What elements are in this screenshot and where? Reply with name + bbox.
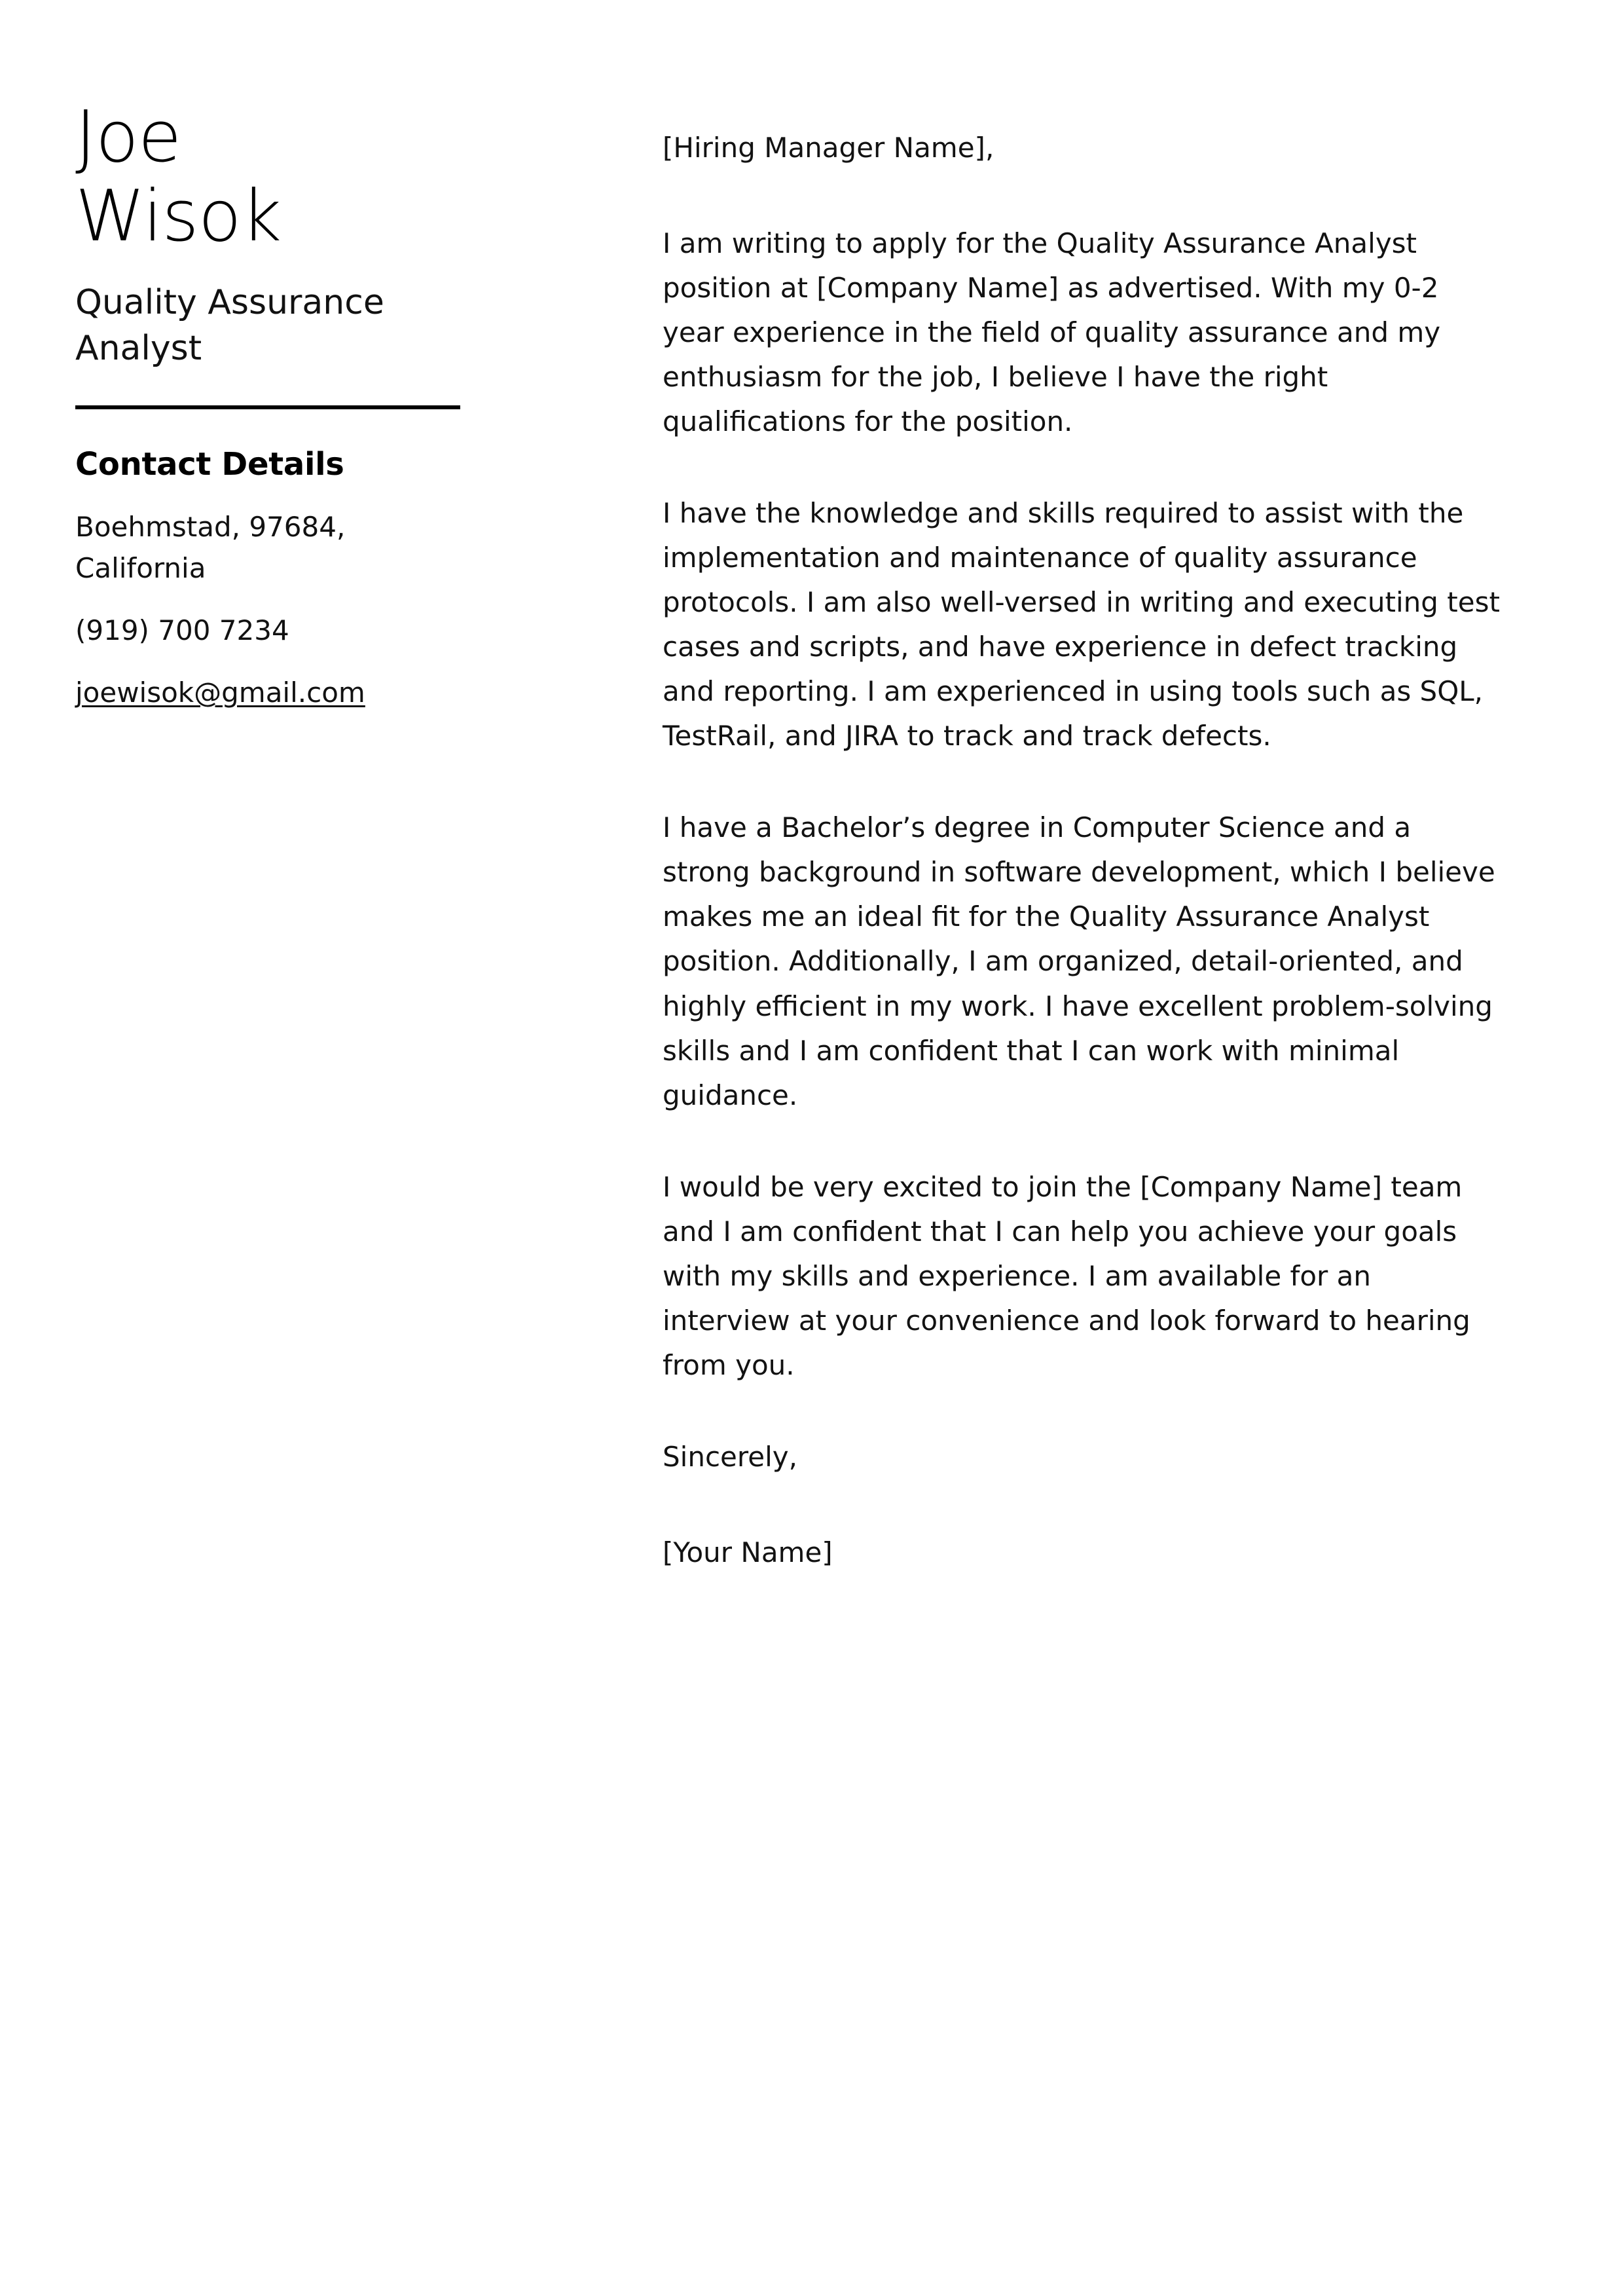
address-line-2: California — [75, 551, 206, 584]
job-title: Quality Assurance Analyst — [75, 282, 384, 368]
contact-address — [75, 506, 416, 589]
letter-signoff: Sincerely, — [663, 1440, 797, 1473]
contact-details-list — [75, 506, 494, 713]
letter-paragraph-4: I would be very excited to join the [Company Name] team and I am confident that I can help you achieve your goals with my skills and experience. I am available for an interview at your convenience and look forward to hearing from you. — [663, 1170, 1470, 1381]
letter-paragraph-3: I have a Bachelor’s degree in Computer Science and a strong background in software development, which I believe makes me an ideal fit for the Quality Assurance Analyst position. Additionally, I am organized, detail-oriented, and highly efficient in my work. I have excellent problem-solving skills and I am confident that I can work with minimal guidance. — [663, 811, 1495, 1111]
section-divider — [75, 405, 460, 409]
last-name: Wisok — [75, 175, 282, 257]
contact-details-heading: Contact Details — [75, 446, 344, 483]
sidebar — [75, 98, 494, 713]
address-line-1: Boehmstad, 97684, — [75, 510, 346, 543]
letter-paragraph-1: I am writing to apply for the Quality Assurance Analyst position at [Company Name] as advertised. With my 0-2 year experience in the field of quality assurance and my enthusiasm for the job, I believe I have the right qualifications for the position. — [663, 227, 1441, 438]
applicant-name — [75, 98, 494, 257]
letter-paragraph-2: I have the knowledge and skills required to assist with the implementation and maintenance of quality assurance protocols. I am also well-versed in writing and executing test cases and scripts, and have experience in defect tracking and reporting. I am experienced in using tools such as SQL, TestRail, and JIRA to track and track defects. — [663, 497, 1500, 752]
first-name: Joe — [75, 96, 181, 178]
letter-salutation: [Hiring Manager Name], — [663, 132, 994, 164]
contact-phone: (919) 700 7234 — [75, 614, 289, 646]
contact-email-link[interactable]: joewisok@gmail.com — [75, 676, 365, 709]
letter-signature: [Your Name] — [663, 1536, 833, 1568]
letter-body — [663, 126, 1504, 1575]
